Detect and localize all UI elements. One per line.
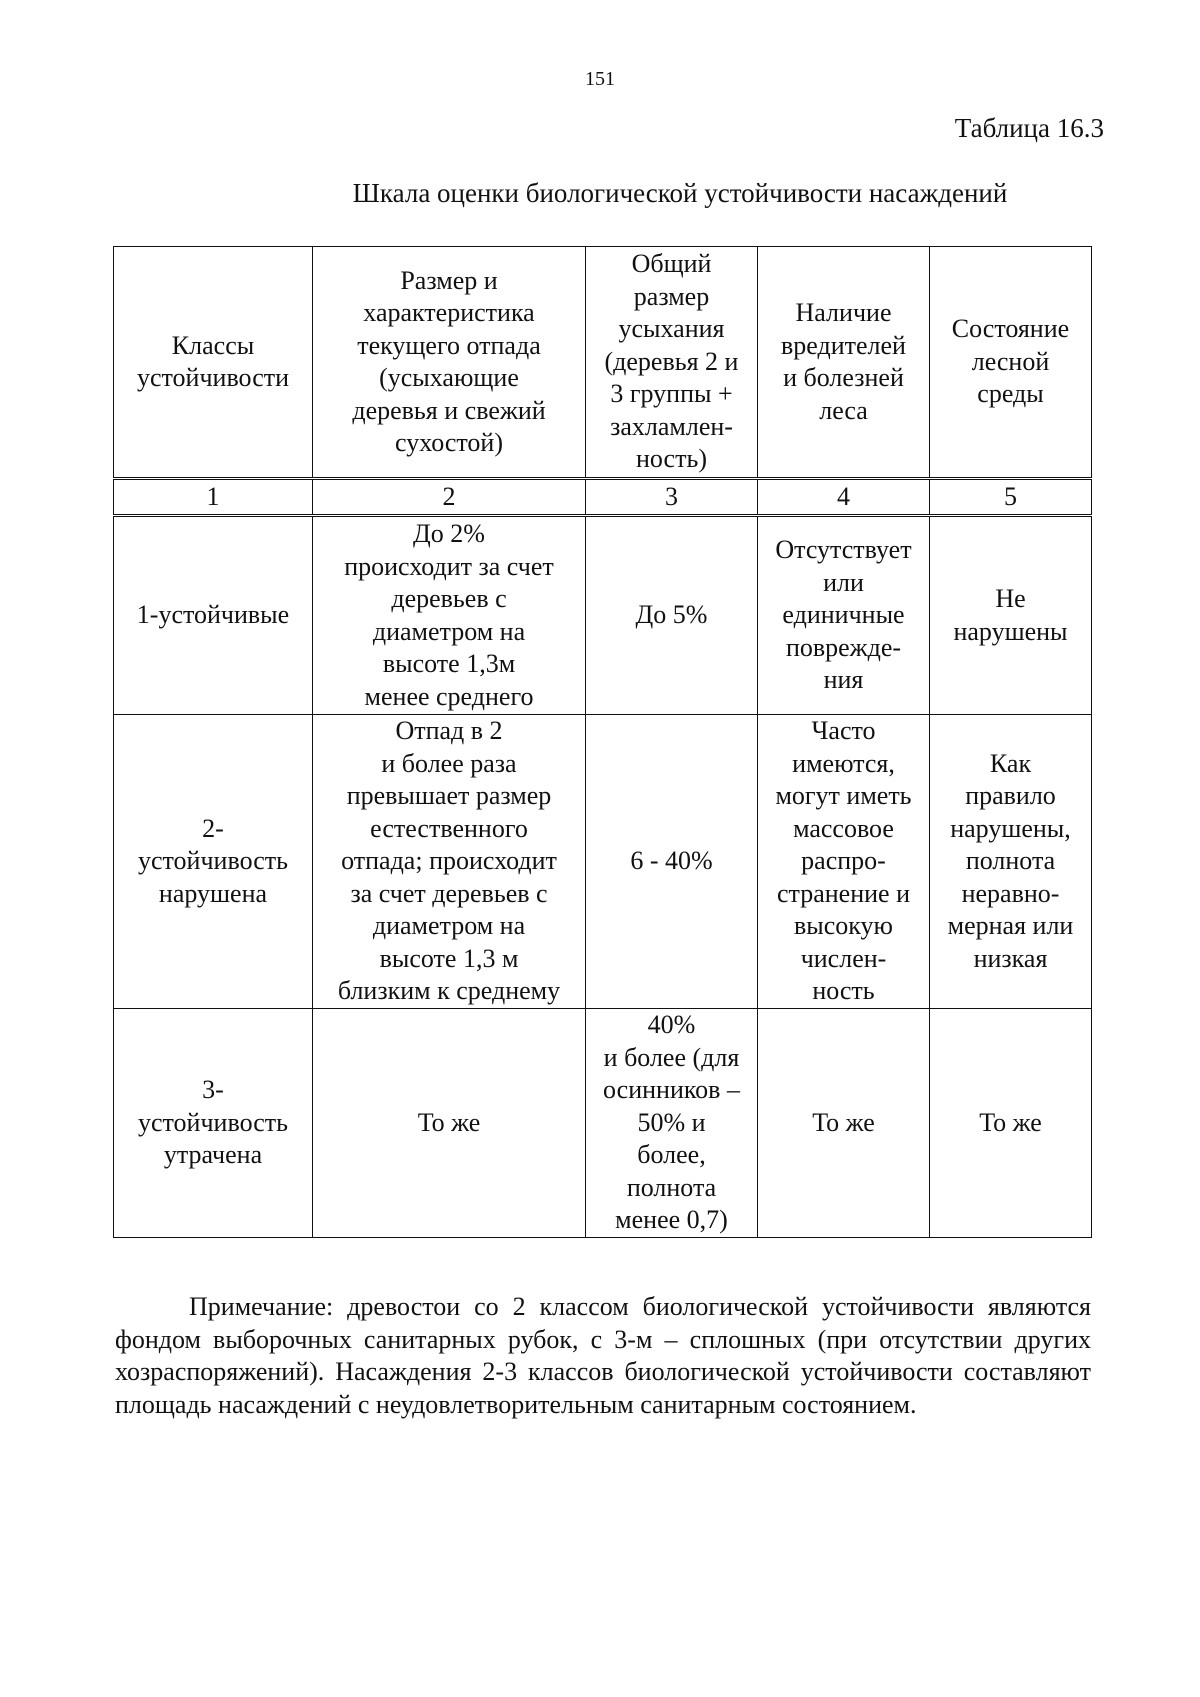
column-number-cell: 3 bbox=[586, 479, 758, 516]
header-cell: Классы устойчивости bbox=[114, 247, 313, 479]
header-cell: Наличие вредителей и болезней леса bbox=[758, 247, 930, 479]
column-number-row bbox=[114, 479, 1092, 516]
table-cell: Отпад в 2 и более раза превышает размер естественного отпада; происходит за счет деревьев с диаметром на высоте 1,3 м близким к среднему bbox=[313, 715, 586, 1009]
table-cell: Как правило нарушены, полнота неравно- мерная или низкая bbox=[930, 715, 1092, 1009]
table-header-row bbox=[114, 247, 1092, 479]
table-cell: 6 - 40% bbox=[586, 715, 758, 1009]
stability-scale-table bbox=[113, 246, 1092, 1238]
page-number: 151 bbox=[585, 68, 615, 90]
table-label: Таблица 16.3 bbox=[954, 113, 1104, 143]
table-cell: 1-устойчивые bbox=[114, 516, 313, 715]
table-cell: Отсутствует или единичные поврежде- ния bbox=[758, 516, 930, 715]
table-cell: То же bbox=[930, 1009, 1092, 1238]
column-number-cell: 1 bbox=[114, 479, 313, 516]
table-cell: До 2% происходит за счет деревьев с диаметром на высоте 1,3м менее среднего bbox=[313, 516, 586, 715]
table-row bbox=[114, 1009, 1092, 1238]
table-cell: Часто имеются, могут иметь массовое распро- странение и высокую числен- ность bbox=[758, 715, 930, 1009]
table-note: Примечание: древостои со 2 классом биологической устойчивости являются фондом выборочных санитарных рубок, с 3-м – сплошных (при отсутствии других хозраспоряжений). Насаждения 2-3 классов биологической устойчивости составляют площадь насаждений с неудовлетворительным санитарным состоянием. bbox=[115, 1292, 1091, 1419]
table-cell: Не нарушены bbox=[930, 516, 1092, 715]
table-cell: До 5% bbox=[586, 516, 758, 715]
column-number-cell: 4 bbox=[758, 479, 930, 516]
table-title: Шкала оценки биологической устойчивости насаждений bbox=[352, 178, 1008, 208]
table-cell: То же bbox=[313, 1009, 586, 1238]
column-number-cell: 2 bbox=[313, 479, 586, 516]
header-cell: Состояние лесной среды bbox=[930, 247, 1092, 479]
table-row bbox=[114, 516, 1092, 715]
table-cell: То же bbox=[758, 1009, 930, 1238]
column-number-cell: 5 bbox=[930, 479, 1092, 516]
header-cell: Общий размер усыхания (деревья 2 и 3 группы + захламлен- ность) bbox=[586, 247, 758, 479]
table-row bbox=[114, 715, 1092, 1009]
table-cell: 2- устойчивость нарушена bbox=[114, 715, 313, 1009]
table-cell: 3- устойчивость утрачена bbox=[114, 1009, 313, 1238]
table-cell: 40% и более (для осинников – 50% и более, полнота менее 0,7) bbox=[586, 1009, 758, 1238]
header-cell: Размер и характеристика текущего отпада (усыхающие деревья и свежий сухостой) bbox=[313, 247, 586, 479]
